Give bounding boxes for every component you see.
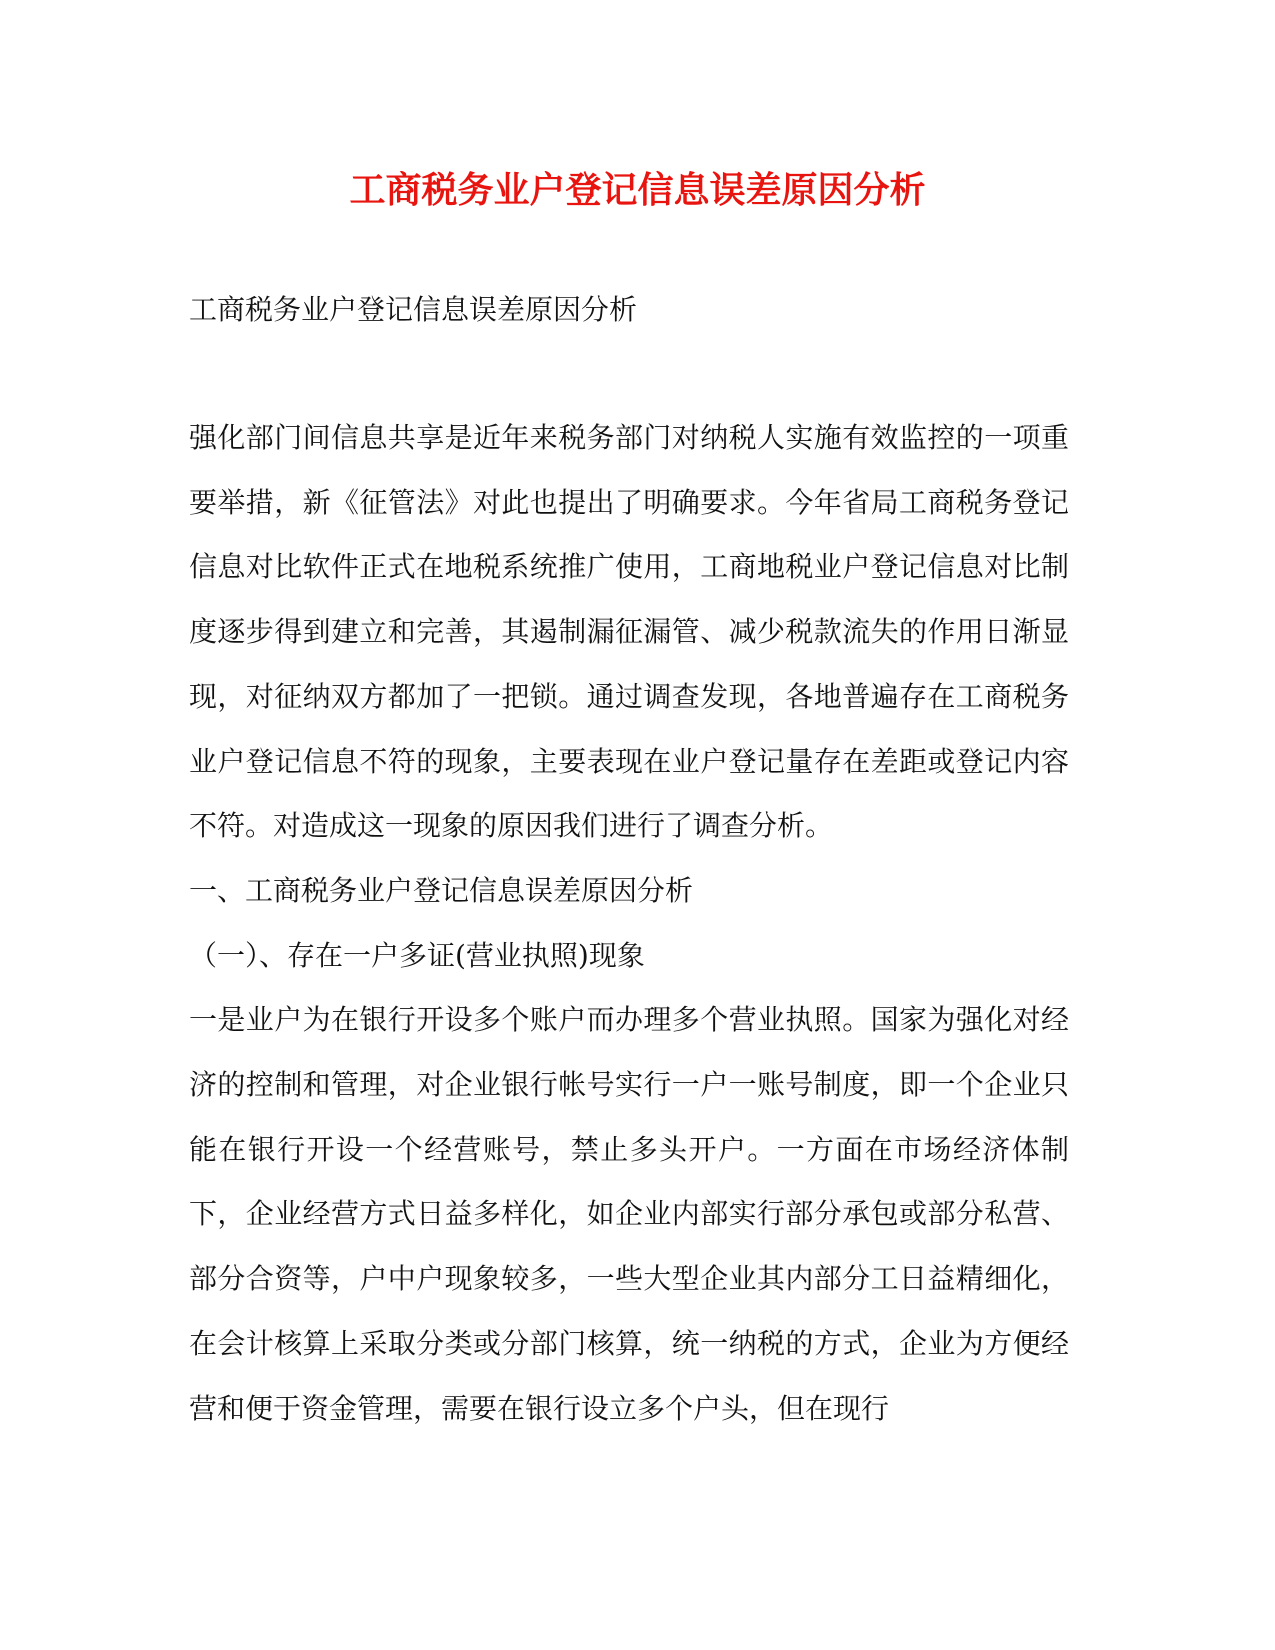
section-heading-1: 一、工商税务业户登记信息误差原因分析	[189, 873, 694, 907]
document-subtitle: 工商税务业户登记信息误差原因分析	[189, 293, 638, 326]
body-paragraph-intro: 强化部门间信息共享是近年来税务部门对纳税人实施有效监控的一项重要举措，新《征管法》对此也提出了明确要求。今年省局工商税务登记信息对比软件正式在地税系统推广使用，工商地税业户登记信息对比制度逐步得到建立和完善，其遏制漏征漏管、减少税款流失的作用日渐显现，对征纳双方都加了一把锁。通过调查发现，各地普遍存在工商税务业户登记信息不符的现象，主要表现在业户登记量存在差距或登记内容不符。对造成这一现象的原因我们进行了调查分析。	[189, 421, 1069, 843]
body-paragraph-1: 一是业户为在银行开设多个账户而办理多个营业执照。国家为强化对经济的控制和管理，对企业银行帐号实行一户一账号制度，即一个企业只能在银行开设一个经营账号，禁止多头开户。一方面在市场经济体制下，企业经营方式日益多样化，如企业内部实行部分承包或部分私营、部分合资等，户中户现象较多，一些大型企业其内部分工日益精细化，在会计核算上采取分类或分部门核算，统一纳税的方式，企业为方便经营和便于资金管理，需要在银行设立多个户头，但在现行	[189, 1003, 1069, 1425]
document-title: 工商税务业户登记信息误差原因分析	[349, 169, 926, 211]
subsection-heading-1: （一）、存在一户多证(营业执照)现象	[189, 938, 645, 972]
document-body	[189, 406, 1069, 1441]
